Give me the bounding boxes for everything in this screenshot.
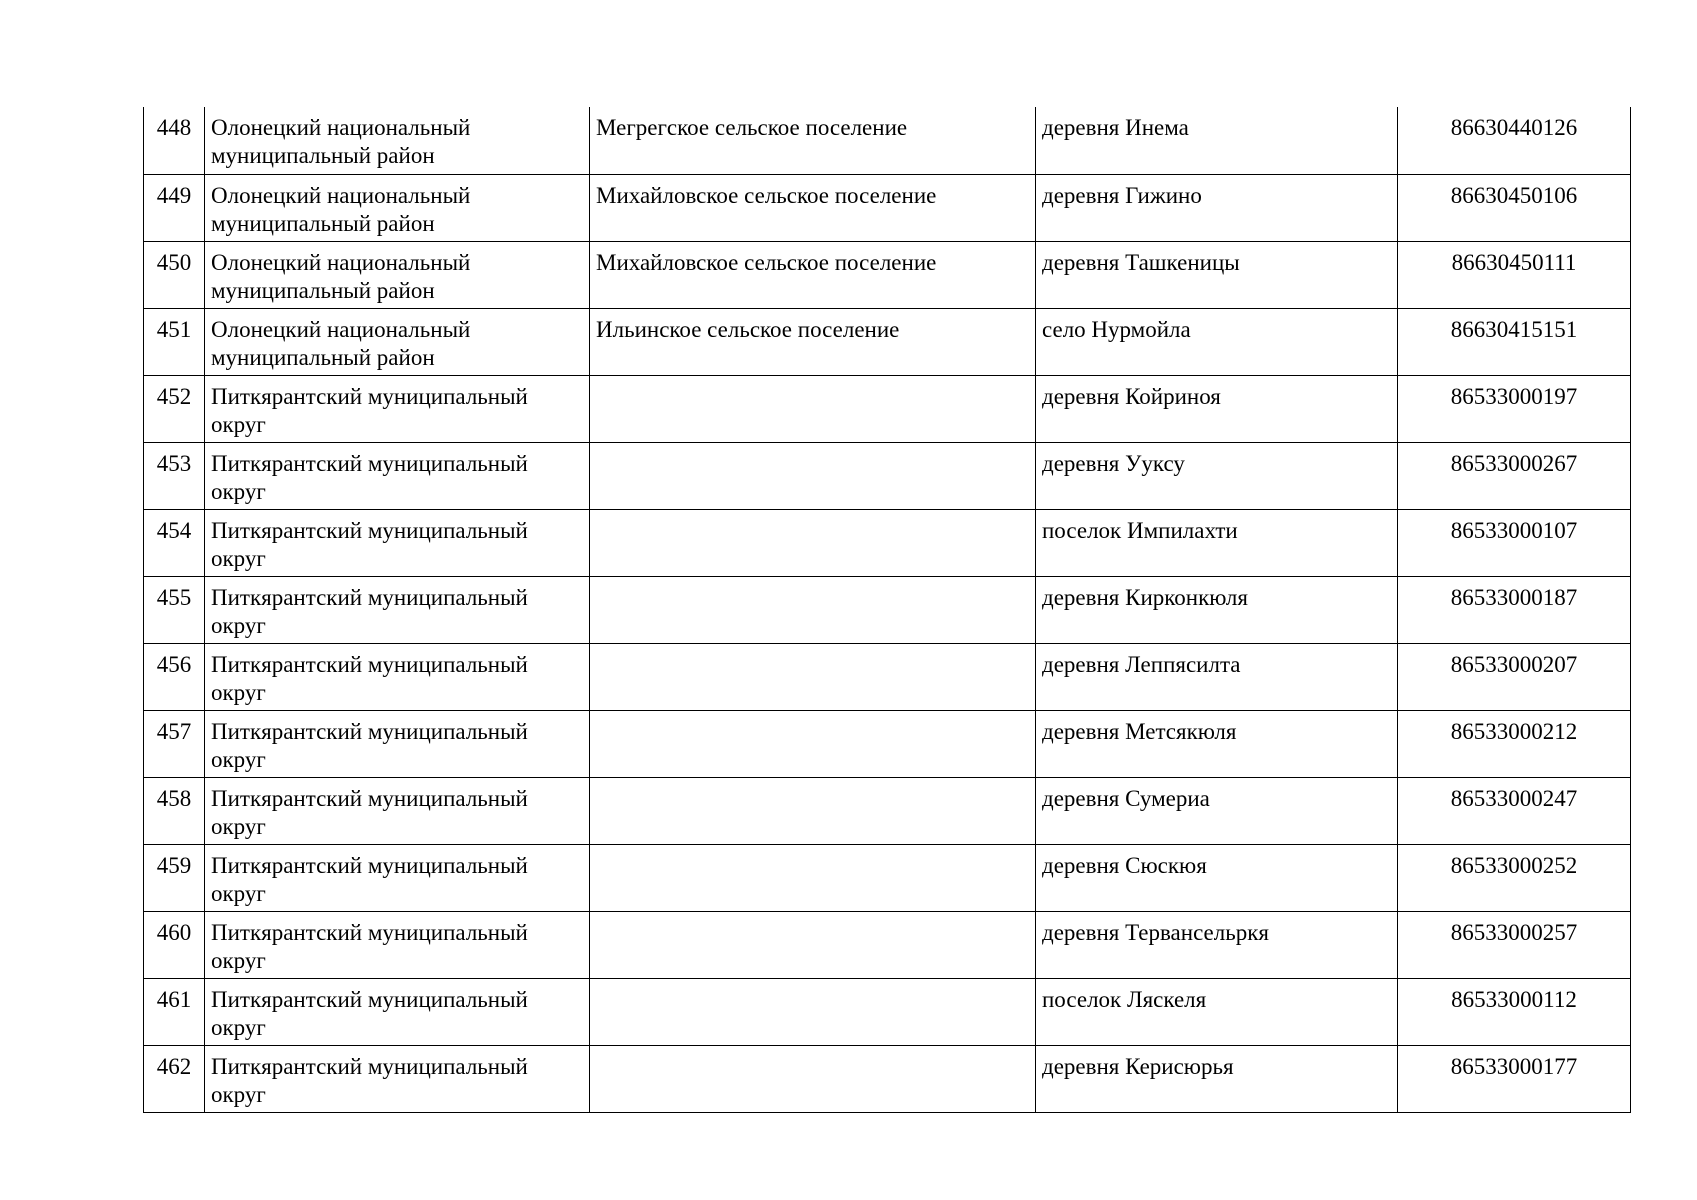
row-number: 456 — [144, 643, 205, 710]
district-cell: Олонецкий национальный муниципальный район — [205, 308, 590, 375]
district-cell: Питкярантский муниципальный округ — [205, 978, 590, 1045]
locality-cell: поселок Импилахти — [1036, 509, 1398, 576]
row-number: 450 — [144, 241, 205, 308]
table-row — [144, 844, 1631, 911]
district-cell: Питкярантский муниципальный округ — [205, 911, 590, 978]
oktmo-code-cell: 86630450111 — [1398, 241, 1631, 308]
district-cell: Питкярантский муниципальный округ — [205, 375, 590, 442]
district-cell: Питкярантский муниципальный округ — [205, 777, 590, 844]
locality-cell: деревня Инема — [1036, 107, 1398, 174]
table-row — [144, 375, 1631, 442]
locality-cell: деревня Керисюрья — [1036, 1045, 1398, 1112]
table-row — [144, 777, 1631, 844]
district-cell: Питкярантский муниципальный округ — [205, 576, 590, 643]
table-row — [144, 107, 1631, 174]
oktmo-code-cell: 86533000187 — [1398, 576, 1631, 643]
row-number: 461 — [144, 978, 205, 1045]
oktmo-code-cell: 86533000267 — [1398, 442, 1631, 509]
settlement-cell — [590, 844, 1036, 911]
table-row — [144, 1045, 1631, 1112]
district-cell: Питкярантский муниципальный округ — [205, 643, 590, 710]
settlement-cell — [590, 375, 1036, 442]
row-number: 460 — [144, 911, 205, 978]
district-cell: Олонецкий национальный муниципальный район — [205, 107, 590, 174]
oktmo-code-cell: 86533000207 — [1398, 643, 1631, 710]
oktmo-code-cell: 86533000252 — [1398, 844, 1631, 911]
table-row — [144, 911, 1631, 978]
locality-cell: деревня Кирконкюля — [1036, 576, 1398, 643]
row-number: 457 — [144, 710, 205, 777]
locality-cell: деревня Сюскюя — [1036, 844, 1398, 911]
row-number: 452 — [144, 375, 205, 442]
row-number: 454 — [144, 509, 205, 576]
locality-cell: деревня Ууксу — [1036, 442, 1398, 509]
row-number: 459 — [144, 844, 205, 911]
settlement-cell — [590, 1045, 1036, 1112]
settlement-cell — [590, 710, 1036, 777]
oktmo-code-cell: 86533000112 — [1398, 978, 1631, 1045]
locality-cell: деревня Койриноя — [1036, 375, 1398, 442]
settlement-cell — [590, 911, 1036, 978]
locality-cell: деревня Гижино — [1036, 174, 1398, 241]
settlement-cell: Михайловское сельское поселение — [590, 174, 1036, 241]
row-number: 448 — [144, 107, 205, 174]
oktmo-code-cell: 86533000107 — [1398, 509, 1631, 576]
oktmo-code-cell: 86533000177 — [1398, 1045, 1631, 1112]
district-cell: Питкярантский муниципальный округ — [205, 1045, 590, 1112]
settlement-cell: Михайловское сельское поселение — [590, 241, 1036, 308]
district-cell: Олонецкий национальный муниципальный район — [205, 174, 590, 241]
district-cell: Питкярантский муниципальный округ — [205, 509, 590, 576]
settlement-cell — [590, 576, 1036, 643]
oktmo-code-cell: 86533000247 — [1398, 777, 1631, 844]
locality-cell: деревня Метсякюля — [1036, 710, 1398, 777]
oktmo-code-cell: 86533000257 — [1398, 911, 1631, 978]
district-cell: Питкярантский муниципальный округ — [205, 710, 590, 777]
settlement-cell: Ильинское сельское поселение — [590, 308, 1036, 375]
table-row — [144, 308, 1631, 375]
oktmo-code-cell: 86533000197 — [1398, 375, 1631, 442]
locality-cell: деревня Ташкеницы — [1036, 241, 1398, 308]
table-body — [144, 107, 1631, 1112]
locality-cell: деревня Леппясилта — [1036, 643, 1398, 710]
settlement-cell — [590, 978, 1036, 1045]
settlement-cell: Мегрегское сельское поселение — [590, 107, 1036, 174]
settlement-cell — [590, 509, 1036, 576]
oktmo-code-cell: 86630440126 — [1398, 107, 1631, 174]
locality-cell: поселок Ляскеля — [1036, 978, 1398, 1045]
table-row — [144, 710, 1631, 777]
oktmo-code-cell: 86630450106 — [1398, 174, 1631, 241]
oktmo-code-cell: 86533000212 — [1398, 710, 1631, 777]
table-row — [144, 509, 1631, 576]
district-cell: Питкярантский муниципальный округ — [205, 442, 590, 509]
row-number: 453 — [144, 442, 205, 509]
table-row — [144, 241, 1631, 308]
table-row — [144, 978, 1631, 1045]
locality-cell: деревня Сумериа — [1036, 777, 1398, 844]
table-row — [144, 174, 1631, 241]
row-number: 451 — [144, 308, 205, 375]
settlement-cell — [590, 442, 1036, 509]
settlements-table — [143, 107, 1631, 1113]
row-number: 462 — [144, 1045, 205, 1112]
row-number: 449 — [144, 174, 205, 241]
district-cell: Олонецкий национальный муниципальный район — [205, 241, 590, 308]
table-row — [144, 643, 1631, 710]
oktmo-code-cell: 86630415151 — [1398, 308, 1631, 375]
table-row — [144, 442, 1631, 509]
settlement-cell — [590, 777, 1036, 844]
row-number: 458 — [144, 777, 205, 844]
district-cell: Питкярантский муниципальный округ — [205, 844, 590, 911]
settlement-cell — [590, 643, 1036, 710]
locality-cell: деревня Тервансельркя — [1036, 911, 1398, 978]
table-row — [144, 576, 1631, 643]
row-number: 455 — [144, 576, 205, 643]
locality-cell: село Нурмойла — [1036, 308, 1398, 375]
